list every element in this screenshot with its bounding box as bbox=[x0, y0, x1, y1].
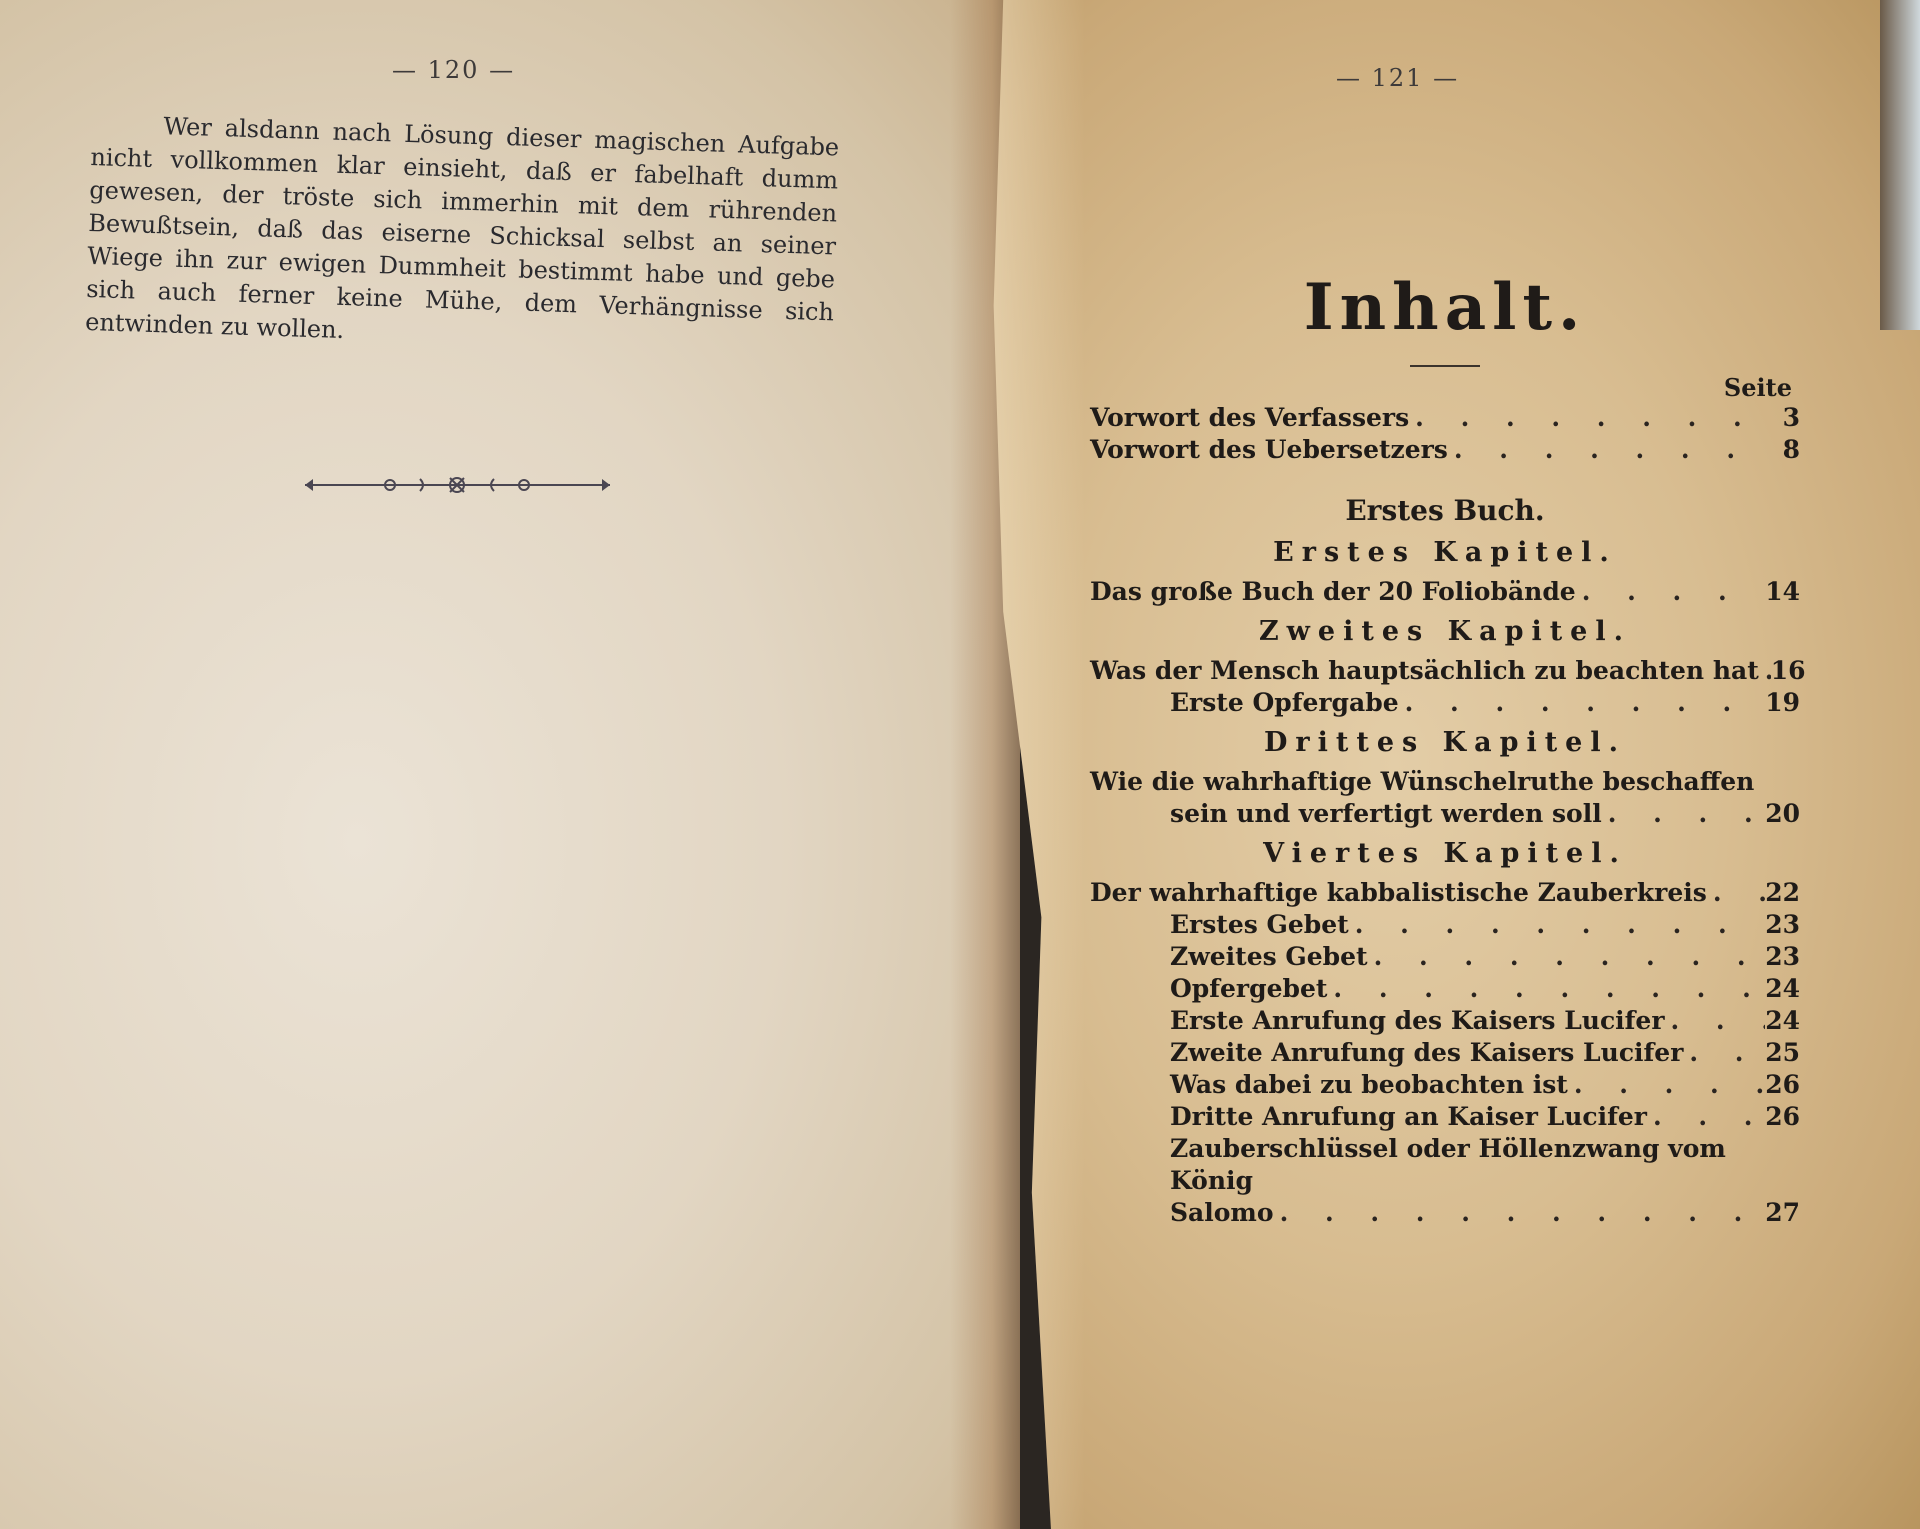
toc-entry-page: 3 bbox=[1782, 403, 1800, 432]
toc-entry-title: Der wahrhaftige kabbalistische Zauberkreis bbox=[1090, 878, 1707, 907]
leader-dots bbox=[1349, 909, 1765, 941]
toc-entry-page: 20 bbox=[1765, 799, 1800, 828]
toc-entry-page: 19 bbox=[1765, 688, 1800, 717]
chapter-heading: Viertes Kapitel. bbox=[1263, 838, 1627, 869]
leader-dots bbox=[1368, 941, 1766, 973]
right-page-number: — 121 — bbox=[1336, 64, 1460, 92]
book-heading: Erstes Buch. bbox=[1345, 494, 1545, 527]
leader-dots bbox=[1399, 687, 1766, 719]
toc-entry-page: 24 bbox=[1765, 974, 1800, 1003]
toc-entry-title: Erste Opfergabe bbox=[1170, 688, 1399, 717]
toc-entry-title: Vorwort des Verfassers bbox=[1090, 403, 1410, 432]
toc-entry bbox=[1090, 1005, 1800, 1037]
toc-entry-title: Zweite Anrufung des Kaisers Lucifer bbox=[1170, 1038, 1684, 1067]
toc-entry bbox=[1090, 1037, 1800, 1069]
leader-dots bbox=[1576, 576, 1765, 608]
leader-dots bbox=[1665, 1005, 1766, 1037]
title-rule bbox=[1410, 365, 1480, 367]
toc-entry bbox=[1090, 973, 1800, 1005]
toc-entry-title-line1: Zauberschlüssel oder Höllenzwang vom König bbox=[1170, 1134, 1726, 1195]
leader-dots bbox=[1647, 1101, 1765, 1133]
toc-entry bbox=[1090, 576, 1800, 608]
chapter-heading: Drittes Kapitel. bbox=[1263, 727, 1627, 758]
toc-entry-page: 22 bbox=[1765, 878, 1800, 907]
toc-entry-title: Was der Mensch hauptsächlich zu beachten hat bbox=[1090, 656, 1759, 685]
toc-entry-title: Das große Buch der 20 Foliobände bbox=[1090, 577, 1576, 606]
toc-entry-title-line2: sein und verfertigt werden soll bbox=[1170, 799, 1602, 828]
leader-dots bbox=[1683, 1037, 1765, 1069]
toc-entry-title-line1: Wie die wahrhaftige Wünschelruthe beschaffen bbox=[1090, 767, 1755, 796]
leader-dots bbox=[1274, 1197, 1766, 1229]
toc-entry-page: 23 bbox=[1765, 942, 1800, 971]
toc-entry-page: 16 bbox=[1770, 656, 1806, 685]
leader-dots bbox=[1707, 877, 1765, 909]
toc-entry bbox=[1090, 941, 1800, 973]
toc-entry bbox=[1090, 1069, 1800, 1101]
toc-title: Inhalt. bbox=[1303, 270, 1587, 345]
toc-entry bbox=[1090, 909, 1800, 941]
leader-dots bbox=[1409, 402, 1766, 434]
toc-entry-title: Vorwort des Uebersetzers bbox=[1090, 435, 1448, 464]
toc-entry-title: Dritte Anrufung an Kaiser Lucifer bbox=[1170, 1102, 1647, 1131]
toc-entry bbox=[1090, 1197, 1800, 1229]
toc-entry bbox=[1090, 1101, 1800, 1133]
toc-entry-title: Erste Anrufung des Kaisers Lucifer bbox=[1170, 1006, 1665, 1035]
toc-entry-title: Zweites Gebet bbox=[1170, 942, 1368, 971]
table-of-contents bbox=[1090, 270, 1806, 1229]
toc-entry bbox=[1090, 434, 1800, 466]
toc-entry bbox=[1090, 655, 1806, 687]
leader-dots bbox=[1602, 798, 1765, 830]
toc-entry-page: 23 bbox=[1765, 910, 1800, 939]
toc-entry bbox=[1090, 798, 1800, 830]
closing-paragraph: Wer alsdann nach Lösung dieser magischen Aufgabe nicht vollkommen klar einsieht, daß er fabelhaft dumm gewesen, der tröste sich immerhin mit dem rührenden Bewußtsein, daß das eiserne Schicksal selbst an seiner Wiege ihn zur ewigen Dummheit bestimmt habe und gebe sich auch ferner keine Mühe, dem Verhängnisse sich entwinden zu wollen. bbox=[84, 112, 840, 345]
left-page-number: — 120 — bbox=[392, 56, 516, 84]
leader-dots bbox=[1759, 655, 1771, 687]
leader-dots bbox=[1568, 1069, 1765, 1101]
toc-entry-page: 24 bbox=[1765, 1006, 1800, 1035]
toc-entry-title: Was dabei zu beobachten ist bbox=[1170, 1070, 1568, 1099]
toc-entry-page: 14 bbox=[1765, 577, 1800, 606]
toc-entry-title: Erstes Gebet bbox=[1170, 910, 1349, 939]
toc-entry-page: 27 bbox=[1765, 1198, 1800, 1227]
toc-entry-title: Opfergebet bbox=[1170, 974, 1328, 1003]
toc-entry-page: 26 bbox=[1765, 1102, 1800, 1131]
chapter-heading: Zweites Kapitel. bbox=[1258, 616, 1632, 647]
leader-dots bbox=[1327, 973, 1765, 1005]
toc-entry-page: 25 bbox=[1765, 1038, 1800, 1067]
seite-label: Seite bbox=[1723, 373, 1792, 402]
leader-dots bbox=[1448, 434, 1766, 466]
toc-entry-page: 26 bbox=[1765, 1070, 1800, 1099]
toc-entry bbox=[1090, 402, 1800, 434]
chapter-heading: Erstes Kapitel. bbox=[1273, 537, 1617, 568]
toc-entry-page: 8 bbox=[1782, 435, 1800, 464]
toc-entry bbox=[1090, 687, 1800, 719]
background-edge bbox=[1880, 0, 1920, 330]
end-ornament bbox=[300, 470, 615, 500]
toc-entry bbox=[1090, 877, 1800, 909]
toc-entry-title-line2: Salomo bbox=[1170, 1198, 1274, 1227]
